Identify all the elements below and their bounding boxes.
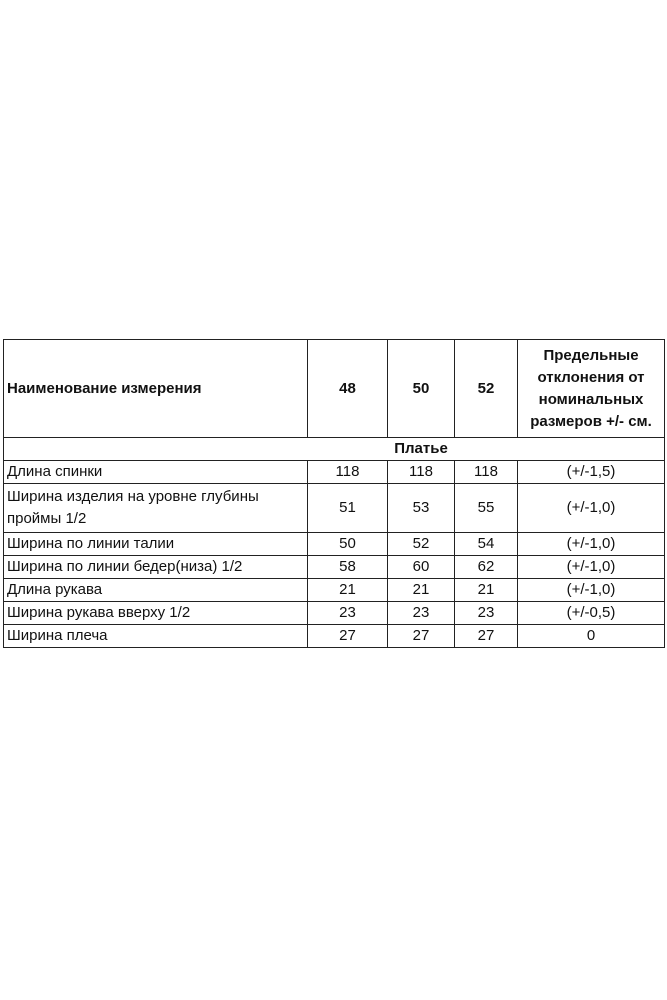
row-tolerance: (+/-1,0) [518,579,665,602]
row-value-52: 54 [455,533,518,556]
row-value-52: 62 [455,556,518,579]
row-name: Ширина по линии бедер(низа) 1/2 [4,556,308,579]
row-value-48: 51 [308,484,388,533]
row-tolerance: 0 [518,625,665,648]
table-row [4,602,665,625]
row-value-52: 118 [455,461,518,484]
row-value-50: 52 [388,533,455,556]
section-title: Платье [388,438,455,461]
row-value-48: 21 [308,579,388,602]
row-value-52: 55 [455,484,518,533]
row-tolerance: (+/-1,5) [518,461,665,484]
section-spacer [308,438,388,461]
row-value-52: 21 [455,579,518,602]
row-value-50: 118 [388,461,455,484]
row-name: Ширина изделия на уровне глубины проймы 1/2 [4,484,308,533]
table-row [4,533,665,556]
row-value-48: 58 [308,556,388,579]
row-value-50: 60 [388,556,455,579]
row-value-52: 27 [455,625,518,648]
table-row [4,556,665,579]
header-size-48: 48 [308,340,388,438]
section-row [4,438,665,461]
row-tolerance: (+/-1,0) [518,556,665,579]
row-tolerance: (+/-0,5) [518,602,665,625]
row-value-48: 118 [308,461,388,484]
row-name: Ширина по линии талии [4,533,308,556]
row-name: Длина рукава [4,579,308,602]
row-name: Длина спинки [4,461,308,484]
row-value-50: 23 [388,602,455,625]
row-value-48: 50 [308,533,388,556]
row-name: Ширина плеча [4,625,308,648]
row-value-48: 27 [308,625,388,648]
size-chart-table [3,339,665,648]
row-value-50: 27 [388,625,455,648]
header-tolerance: Предельные отклонения от номинальных размеров +/- см. [518,340,665,438]
section-spacer-left [4,438,308,461]
row-name: Ширина рукава вверху 1/2 [4,602,308,625]
table-row [4,484,665,533]
row-value-50: 53 [388,484,455,533]
table-row [4,625,665,648]
table-row [4,579,665,602]
section-spacer-right [518,438,665,461]
header-measurement-name: Наименование измерения [4,340,308,438]
row-value-50: 21 [388,579,455,602]
header-row [4,340,665,438]
row-value-52: 23 [455,602,518,625]
row-value-48: 23 [308,602,388,625]
section-spacer [455,438,518,461]
header-size-52: 52 [455,340,518,438]
table-row [4,461,665,484]
row-tolerance: (+/-1,0) [518,533,665,556]
header-size-50: 50 [388,340,455,438]
row-tolerance: (+/-1,0) [518,484,665,533]
